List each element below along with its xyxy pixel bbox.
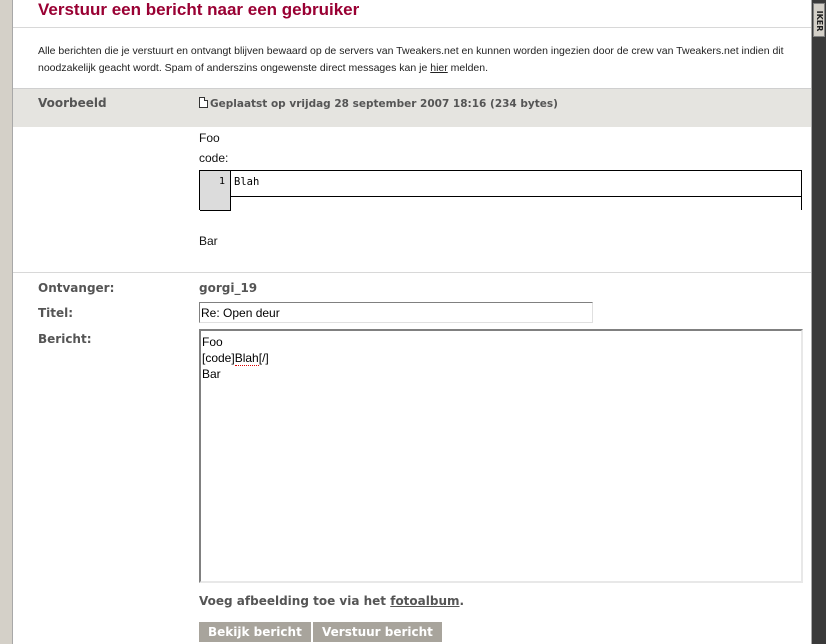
photo-hint-suffix: . [459, 594, 465, 608]
code-line-number: 1 [200, 171, 231, 210]
title-label: Titel: [38, 306, 74, 320]
preview-button[interactable]: Bekijk bericht [199, 622, 311, 642]
preview-header [13, 88, 812, 127]
send-button[interactable]: Verstuur bericht [313, 622, 442, 642]
sidebar-tab-label: IKER [815, 10, 824, 32]
message-word: Blah [234, 351, 259, 365]
right-sidebar [812, 0, 826, 644]
code-block [199, 170, 802, 210]
intro-body: Alle berichten die je verstuurt en ontvangt blijven bewaard op de servers van Tweakers.net en kunnen worden ingezien door de crew van Tweakers.net indien dit noodzakelijk geacht wordt. Spam of anderszins ongewenste direct messages kan je [38, 45, 784, 74]
preview-meta [199, 97, 558, 110]
photo-album-link[interactable]: fotoalbum [390, 594, 460, 608]
recipient-value: gorgi_19 [199, 281, 258, 295]
title-input[interactable] [199, 302, 593, 323]
preview-code-label: code: [199, 151, 229, 165]
page-title: Verstuur een bericht naar een gebruiker [38, 0, 360, 19]
preview-line-1: Foo [199, 131, 220, 145]
divider [13, 272, 812, 273]
preview-line-after: Bar [199, 234, 218, 248]
sidebar-tab[interactable] [813, 3, 825, 37]
message-page [12, 0, 812, 644]
intro-text [38, 43, 798, 77]
photo-hint [199, 594, 464, 608]
recipient-label: Ontvanger: [38, 281, 115, 295]
message-textarea[interactable] [199, 329, 803, 583]
message-label: Bericht: [38, 332, 92, 346]
preview-meta-text: Geplaatst op vrijdag 28 september 2007 18:16 (234 bytes) [210, 98, 558, 110]
divider [13, 27, 812, 28]
photo-hint-text: Voeg afbeelding toe via het [199, 594, 387, 608]
message-tag-open: [code] [202, 351, 235, 365]
code-line: Blah [234, 176, 260, 188]
message-tag-close: [/] [258, 351, 269, 365]
message-line-3: Bar [202, 367, 221, 381]
document-icon [199, 97, 208, 108]
preview-label: Voorbeeld [38, 96, 107, 110]
report-spam-link[interactable]: hier [430, 62, 448, 74]
message-line-2 [202, 350, 800, 366]
code-separator [230, 196, 801, 197]
message-line-1: Foo [202, 335, 223, 349]
intro-suffix: melden. [450, 62, 489, 74]
